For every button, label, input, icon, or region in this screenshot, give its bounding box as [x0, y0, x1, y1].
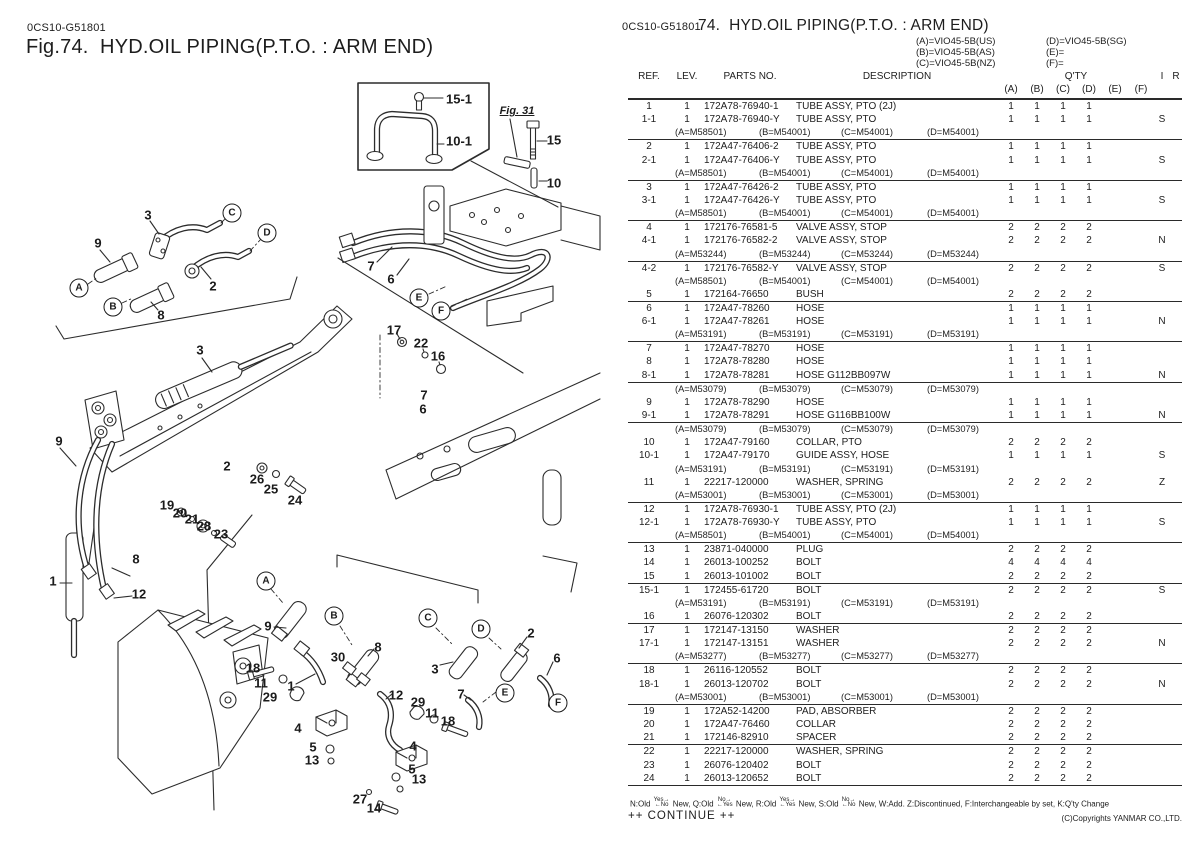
parts-row-1-1: 1-1 1 172A78-76940-Y TUBE ASSY, PTO 1 1 1 1 S: [641, 114, 1166, 126]
parts-row-15-1: 15-1 1 172455-61720 BOLT 2 2 2 2 S: [638, 584, 1166, 596]
callout-circle-F: F: [432, 302, 451, 321]
callout-circle-A: A: [257, 572, 276, 591]
callout-circle-E: E: [496, 684, 515, 703]
callout-8: 8: [374, 639, 382, 655]
col-qty-a: (A): [1004, 84, 1018, 95]
callout-10-1: 10-1: [445, 133, 473, 149]
callout-28: 28: [196, 518, 212, 534]
callout-11: 11: [425, 705, 439, 721]
legend-arrow-S: No→ ←No: [841, 797, 856, 809]
callout-5: 5: [408, 761, 416, 777]
callout-14: 14: [366, 800, 382, 816]
variant-key-b: (B)=VIO45-5B(AS): [916, 47, 995, 58]
col-i: I: [1160, 71, 1164, 82]
variant-key-a: (A)=VIO45-5B(US): [916, 36, 996, 47]
figure-title: Fig.74. HYD.OIL PIPING(P.T.O. : ARM END): [26, 36, 434, 58]
callout-3: 3: [196, 342, 204, 358]
callout-11: 11: [254, 675, 268, 691]
callout-29: 29: [262, 689, 278, 705]
col-lev: LEV.: [676, 71, 698, 82]
parts-row-10: 10 1 172A47-79160 COLLAR, PTO 2 2 2 2: [643, 437, 1092, 449]
serial-break-row: (A=M53079) (B=M53079) (C=M53079) (D=M53079): [675, 383, 979, 394]
callout-25: 25: [263, 481, 279, 497]
callout-7: 7: [367, 258, 375, 274]
serial-break-row: (A=M58501) (B=M54001) (C=M54001) (D=M54001): [675, 275, 979, 286]
serial-break-row: (A=M58501) (B=M54001) (C=M54001) (D=M54001): [675, 208, 979, 219]
serial-break-row: (A=M53277) (B=M53277) (C=M53277) (D=M53277): [675, 651, 979, 662]
serial-break-row: (A=M58501) (B=M54001) (C=M54001) (D=M54001): [675, 167, 979, 178]
table-header-row: [628, 70, 1182, 84]
callout-10: 10: [546, 175, 562, 191]
variant-key-f: (F)=: [1046, 58, 1064, 69]
callout-19: 19: [159, 497, 175, 513]
callout-30: 30: [330, 649, 346, 665]
parts-row-9: 9 1 172A78-78290 HOSE 1 1 1 1: [646, 396, 1092, 408]
parts-row-3: 3 1 172A47-76426-2 TUBE ASSY, PTO 1 1 1 1: [646, 181, 1092, 193]
callout-22: 22: [413, 335, 429, 351]
parts-row-7: 7 1 172A47-78270 HOSE 1 1 1 1: [646, 343, 1092, 355]
callout-2: 2: [209, 278, 217, 294]
variant-key-c: (C)=VIO45-5B(NZ): [916, 58, 996, 69]
col-qty-e: (E): [1108, 84, 1122, 95]
legend-line: N:Old Yes→ ←No New, Q:Old No→ ←Yes New, R:Old Yes→ ←Yes New, S:Old No→ ←No New, W:Add. Z:Discontinued, F:Interchangeable by set, K:Q'ty Change: [630, 797, 1110, 809]
callout-5: 5: [309, 739, 317, 755]
callout-18: 18: [440, 713, 456, 729]
callout-9: 9: [55, 433, 63, 449]
callout-3: 3: [431, 661, 439, 677]
callout-8: 8: [157, 307, 165, 323]
legend-arrow-N: Yes→ ←No: [653, 797, 670, 809]
callout-15-1: 15-1: [445, 91, 473, 107]
col-qty-d: (D): [1082, 84, 1096, 95]
callout-6: 6: [419, 401, 427, 417]
parts-row-2: 2 1 172A47-76406-2 TUBE ASSY, PTO 1 1 1 1: [646, 141, 1092, 153]
callout-13: 13: [411, 771, 427, 787]
callout-circle-C: C: [223, 204, 242, 223]
parts-row-5: 5 1 172164-76650 BUSH 2 2 2 2: [646, 288, 1092, 300]
copyright-text: (C)Copyrights YANMAR CO.,LTD.: [1061, 814, 1182, 823]
parts-row-19: 19 1 172A52-14200 PAD, ABSORBER 2 2 2 2: [643, 705, 1092, 717]
parts-row-8: 8 1 172A78-78280 HOSE 1 1 1 1: [646, 356, 1092, 368]
col-r: R: [1172, 71, 1180, 82]
callout-7: 7: [420, 387, 428, 403]
serial-break-row: (A=M53244) (B=M53244) (C=M53244) (D=M53244): [675, 248, 979, 259]
col-ref: REF.: [638, 71, 660, 82]
callout-circle-D: D: [258, 224, 277, 243]
parts-row-6: 6 1 172A47-78260 HOSE 1 1 1 1: [646, 302, 1092, 314]
parts-row-20: 20 1 172A47-76460 COLLAR 2 2 2 2: [643, 719, 1092, 730]
callout-circle-D: D: [472, 620, 491, 639]
parts-row-12-1: 12-1 1 172A78-76930-Y TUBE ASSY, PTO 1 1 1 1 S: [638, 516, 1166, 528]
callout-12: 12: [131, 586, 147, 602]
callout-2: 2: [223, 458, 231, 474]
legend-arrow-R: Yes→ ←Yes: [779, 797, 796, 809]
parts-row-9-1: 9-1 1 172A78-78291 HOSE G116BB100W 1 1 1 1 N: [641, 410, 1166, 421]
variant-key-e: (E)=: [1046, 47, 1065, 58]
callout-7: 7: [457, 686, 465, 702]
callout-9: 9: [94, 235, 102, 251]
callout-circle-A: A: [70, 279, 89, 298]
callout-1: 1: [287, 678, 295, 694]
callout-3: 3: [144, 207, 152, 223]
parts-row-23: 23 1 26076-120402 BOLT 2 2 2 2: [643, 759, 1092, 771]
parts-row-14: 14 1 26013-100252 BOLT 4 4 4 4: [643, 557, 1092, 569]
callout-circle-F: F: [549, 694, 568, 713]
serial-break-row: (A=M53191) (B=M53191) (C=M53191) (D=M53191): [675, 597, 979, 608]
callout-4: 4: [294, 720, 302, 736]
callout-27: 27: [352, 791, 368, 807]
col-parts-no: PARTS NO.: [723, 71, 777, 82]
variant-key-d: (D)=VIO45-5B(SG): [1046, 36, 1127, 47]
parts-row-13: 13 1 23871-040000 PLUG 2 2 2 2: [643, 544, 1092, 556]
parts-row-17: 17 1 172147-13150 WASHER 2 2 2 2: [643, 625, 1092, 637]
serial-break-row: (A=M53079) (B=M53079) (C=M53079) (D=M53079): [675, 424, 979, 435]
parts-row-10-1: 10-1 1 172A47-79170 GUIDE ASSY, HOSE 1 1 1 1 S: [638, 450, 1166, 462]
parts-row-4-1: 4-1 1 172176-76582-2 VALVE ASSY, STOP 2 2 2 2 N: [641, 235, 1166, 247]
parts-row-3-1: 3-1 1 172A47-76426-Y TUBE ASSY, PTO 1 1 1 1 S: [641, 194, 1166, 206]
parts-row-2-1: 2-1 1 172A47-76406-Y TUBE ASSY, PTO 1 1 1 1 S: [641, 154, 1166, 166]
callout-20: 20: [172, 505, 188, 521]
parts-row-6-1: 6-1 1 172A47-78261 HOSE 1 1 1 1 N: [641, 316, 1166, 328]
parts-row-8-1: 8-1 1 172A78-78281 HOSE G112BB097W 1 1 1 1 N: [641, 369, 1166, 381]
serial-break-row: (A=M53191) (B=M53191) (C=M53191) (D=M53191): [675, 463, 979, 474]
serial-break-row: (A=M53001) (B=M53001) (C=M53001) (D=M53001): [675, 489, 979, 500]
callout-29: 29: [410, 694, 426, 710]
parts-row-18: 18 1 26116-120552 BOLT 2 2 2 2: [643, 665, 1092, 677]
col-qty-f: (F): [1134, 84, 1148, 95]
callout-1: 1: [49, 573, 57, 589]
figure-ref-Fig. 31: Fig. 31: [499, 105, 535, 117]
callout-circle-B: B: [104, 298, 123, 317]
legend-arrow-Q: No→ ←Yes: [716, 797, 733, 809]
callout-18: 18: [245, 660, 261, 676]
callout-circle-E: E: [410, 289, 429, 308]
callout-12: 12: [388, 687, 404, 703]
serial-break-row: (A=M58501) (B=M54001) (C=M54001) (D=M54001): [675, 530, 979, 541]
callout-6: 6: [553, 650, 561, 666]
callout-15: 15: [546, 132, 562, 148]
col-qty-b: (B): [1030, 84, 1044, 95]
parts-table: [628, 70, 1182, 786]
parts-row-11: 11 1 22217-120000 WASHER, SPRING 2 2 2 2 Z: [643, 476, 1166, 488]
serial-break-row: (A=M53191) (B=M53191) (C=M53191) (D=M53191): [675, 329, 979, 340]
table-body: [628, 100, 1182, 786]
col-qty-c: (C): [1056, 84, 1070, 95]
right-doc-code: 0CS10-G51801: [622, 21, 701, 33]
parts-row-22: 22 1 22217-120000 WASHER, SPRING 2 2 2 2: [643, 746, 1092, 758]
callout-23: 23: [213, 526, 229, 542]
serial-break-row: (A=M58501) (B=M54001) (C=M54001) (D=M54001): [675, 127, 979, 138]
col-qty: Q'TY: [1064, 71, 1088, 82]
callout-circle-C: C: [419, 609, 438, 628]
parts-row-18-1: 18-1 1 26013-120702 BOLT 2 2 2 2 N: [638, 678, 1166, 690]
callout-9: 9: [264, 618, 272, 634]
callout-8: 8: [132, 551, 140, 567]
callout-2: 2: [527, 625, 535, 641]
callout-16: 16: [430, 348, 446, 364]
callout-26: 26: [249, 471, 265, 487]
right-page: [610, 0, 1200, 848]
parts-row-4-2: 4-2 1 172176-76582-Y VALVE ASSY, STOP 2 2 2 2 S: [641, 262, 1166, 274]
page-title: 74. HYD.OIL PIPING(P.T.O. : ARM END): [698, 17, 989, 34]
callout-6: 6: [387, 271, 395, 287]
continue-text: ++ CONTINUE ++: [628, 810, 736, 822]
callout-circle-B: B: [325, 607, 344, 626]
qty-subheader-row: [628, 84, 1182, 97]
parts-row-17-1: 17-1 1 172147-13151 WASHER 2 2 2 2 N: [638, 638, 1166, 650]
parts-row-24: 24 1 26013-120652 BOLT 2 2 2 2: [643, 772, 1092, 784]
callout-17: 17: [386, 322, 402, 338]
callout-13: 13: [304, 752, 320, 768]
callout-21: 21: [184, 511, 200, 527]
left-doc-code: 0CS10-G51801: [27, 22, 106, 34]
serial-break-row: (A=M53001) (B=M53001) (C=M53001) (D=M53001): [675, 691, 979, 702]
parts-row-15: 15 1 26013-101002 BOLT 2 2 2 2: [643, 570, 1092, 582]
parts-row-4: 4 1 172176-76581-5 VALVE ASSY, STOP 2 2 2 2: [646, 222, 1092, 234]
parts-row-12: 12 1 172A78-76930-1 TUBE ASSY, PTO (2J) 1 1 1 1: [643, 503, 1092, 515]
parts-row-21: 21 1 172146-82910 SPACER 2 2 2 2: [643, 732, 1092, 744]
parts-row-1: 1 1 172A78-76940-1 TUBE ASSY, PTO (2J) 1 1 1 1: [646, 101, 1092, 112]
callout-4: 4: [409, 738, 417, 754]
callout-24: 24: [287, 492, 303, 508]
parts-row-16: 16 1 26076-120302 BOLT 2 2 2 2: [643, 610, 1092, 622]
col-description: DESCRIPTION: [862, 71, 932, 82]
group-divider: [628, 785, 1182, 786]
